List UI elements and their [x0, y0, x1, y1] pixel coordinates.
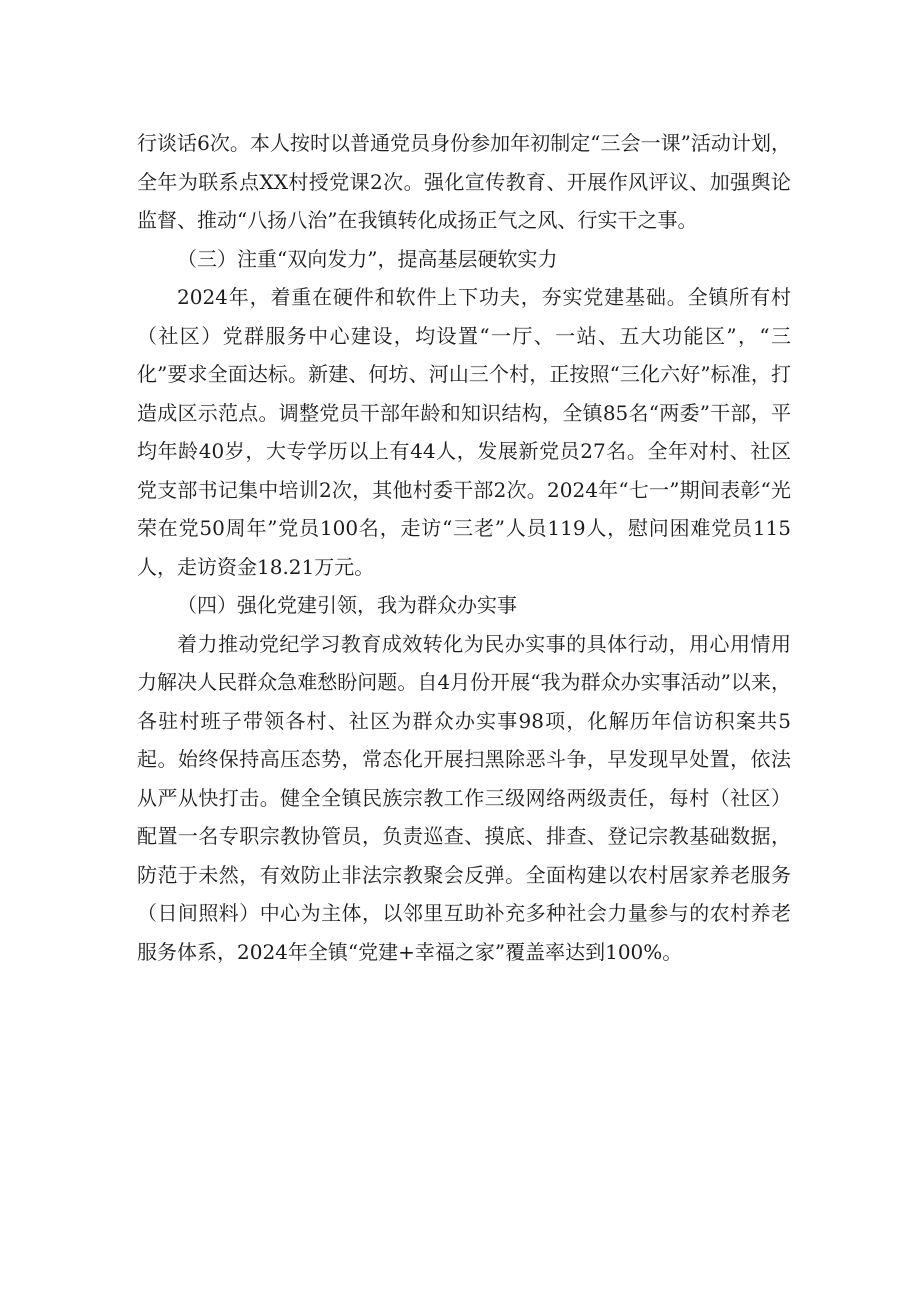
section-heading-4: （四）强化党建引领，我为群众办实事 [177, 593, 517, 617]
paragraph-section-4: 着力推动党纪学习教育成效转化为民办实事的具体行动，用心用情用力解决人民群众急难愁盼问题。自4月份开展“我为群众办实事活动”以来，各驻村班子带领各村、社区为群众办实事98项，化解历年信访积案共5起。始终保持高压态势，常态化开展扫黑除恶斗争，早发现早处置，依法从严从快打击。健全全镇民族宗教工作三级网络两级责任，每村（社区）配置一名专职宗教协管员，负责巡查、摸底、排查、登记宗教基础数据，防范于未然，有效防止非法宗教聚会反弹。全面构建以农村居家养老服务（日间照料）中心为主体，以邻里互助补充多种社会力量参与的农村养老服务体系，2024年全镇“党建+幸福之家”覆盖率达到100%。 [137, 631, 791, 964]
paragraph-continued: 行谈话6次。本人按时以普通党员身份参加年初制定“三会一课”活动计划，全年为联系点XX村授党课2次。强化宣传教育、开展作风评议、加强舆论监督、推动“八扬八治”在我镇转化成扬正气之风、行实干之事。 [137, 131, 791, 232]
paragraph-section-3: 2024年，着重在硬件和软件上下功夫，夯实党建基础。全镇所有村（社区）党群服务中心建设，均设置“一厅、一站、五大功能区”，“三化”要求全面达标。新建、何坊、河山三个村，正按照“三化六好”标准，打造成区示范点。调整党员干部年龄和知识结构，全镇85名“两委”干部，平均年龄40岁，大专学历以上有44人，发展新党员27名。全年对村、社区党支部书记集中培训2次，其他村委干部2次。2024年“七一”期间表彰“光荣在党50周年”党员100名，走访“三老”人员119人，慰问困难党员115人，走访资金18.21万元。 [137, 285, 791, 579]
section-heading-3: （三）注重“双向发力”，提高基层硬软实力 [177, 246, 558, 271]
document-body [137, 124, 791, 971]
